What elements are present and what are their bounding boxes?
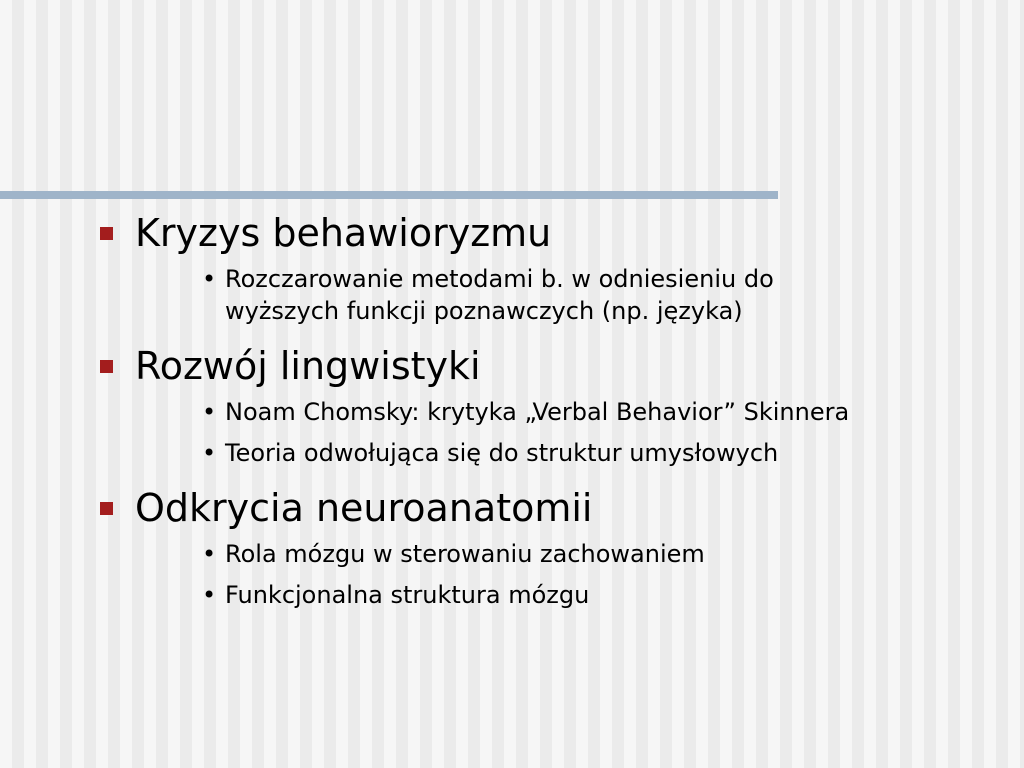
dot-bullet-icon: •: [202, 540, 217, 568]
sub-bullet: [96, 579, 996, 611]
sub-bullet: [96, 263, 996, 327]
dot-bullet-icon: •: [202, 439, 217, 467]
square-bullet-icon: [100, 502, 113, 515]
dot-bullet-icon: •: [202, 398, 217, 426]
dot-bullet-icon: •: [202, 265, 217, 293]
sub-bullet-text: Teoria odwołująca się do struktur umysłowych: [225, 439, 779, 467]
sub-bullet: [96, 437, 996, 469]
sub-bullet-list: [96, 263, 996, 327]
sub-bullet-list: [96, 538, 996, 611]
sub-bullet: [96, 538, 996, 570]
bullet-kryzys-behawioryzmu: [96, 203, 996, 263]
square-bullet-icon: [100, 360, 113, 373]
sub-bullet-text: Rola mózgu w sterowaniu zachowaniem: [225, 540, 705, 568]
bullet-heading: Kryzys behawioryzmu: [135, 211, 552, 255]
bullet-odkrycia-neuroanatomii: [96, 478, 996, 538]
dot-bullet-icon: •: [202, 581, 217, 609]
sub-bullet-list: [96, 396, 996, 469]
sub-bullet: [96, 396, 996, 428]
sub-bullet-text: Rozczarowanie metodami b. w odniesieniu do wyższych funkcji poznawczych (np. języka): [225, 265, 774, 325]
bullet-heading: Odkrycia neuroanatomii: [135, 486, 593, 530]
slide-content: [96, 203, 996, 620]
title-rule: [0, 191, 778, 199]
square-bullet-icon: [100, 227, 113, 240]
sub-bullet-text: Noam Chomsky: krytyka „Verbal Behavior” Skinnera: [225, 398, 850, 426]
bullet-heading: Rozwój lingwistyki: [135, 344, 481, 388]
sub-bullet-text: Funkcjonalna struktura mózgu: [225, 581, 590, 609]
bullet-rozwoj-lingwistyki: [96, 336, 996, 396]
